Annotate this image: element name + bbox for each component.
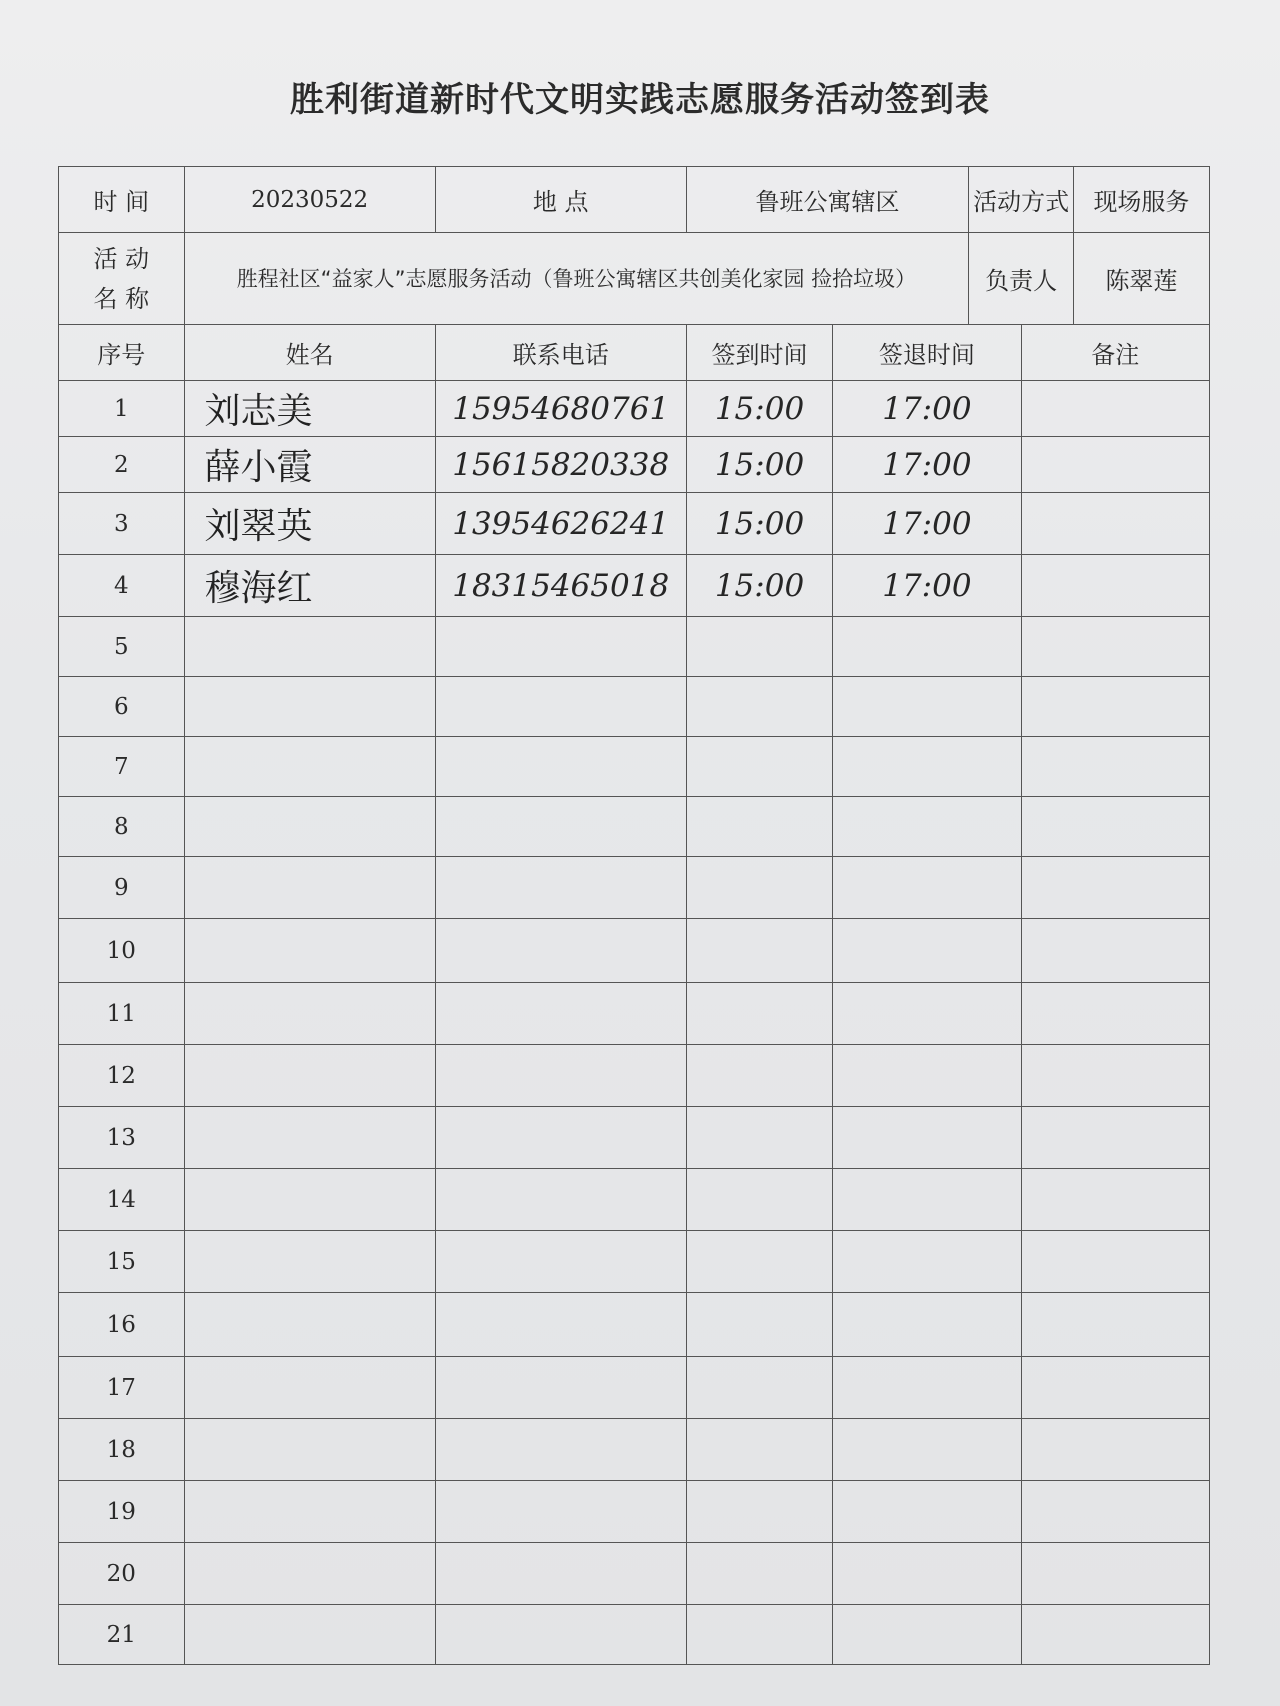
row-sign-in-time: [686, 919, 832, 983]
table-row: [59, 797, 1210, 857]
row-phone: [435, 1045, 686, 1107]
table-row: [59, 983, 1210, 1045]
row-sign-in-time: 15:00: [686, 493, 832, 555]
row-sign-out-time: [833, 1605, 1021, 1665]
row-number: 7: [59, 737, 185, 797]
row-note: [1021, 677, 1209, 737]
row-sign-out-time: [833, 1045, 1021, 1107]
row-name: [184, 1107, 435, 1169]
row-name: [184, 677, 435, 737]
header-row: [59, 325, 1210, 381]
row-number: 21: [59, 1605, 185, 1665]
row-number: 3: [59, 493, 185, 555]
row-phone: [435, 1481, 686, 1543]
row-note: [1021, 1543, 1209, 1605]
header-name: 姓名: [184, 325, 435, 381]
row-number: 11: [59, 983, 185, 1045]
row-name: 刘翠英: [184, 493, 435, 555]
row-sign-out-time: [833, 1543, 1021, 1605]
row-sign-in-time: [686, 737, 832, 797]
row-sign-out-time: [833, 983, 1021, 1045]
row-sign-out-time: [833, 1107, 1021, 1169]
row-phone: [435, 737, 686, 797]
row-note: [1021, 1605, 1209, 1665]
row-phone: [435, 1169, 686, 1231]
table-row: [59, 1231, 1210, 1293]
row-sign-in-time: [686, 1543, 832, 1605]
row-sign-out-time: [833, 1231, 1021, 1293]
header-sign-in-time: 签到时间: [686, 325, 832, 381]
row-note: [1021, 493, 1209, 555]
header-note: 备注: [1021, 325, 1209, 381]
row-sign-in-time: [686, 1169, 832, 1231]
row-phone: [435, 1419, 686, 1481]
row-name: [184, 919, 435, 983]
row-phone: 15954680761: [435, 381, 686, 437]
table-row: [59, 1169, 1210, 1231]
row-sign-out-time: [833, 1419, 1021, 1481]
row-sign-out-time: [833, 919, 1021, 983]
table-row: [59, 493, 1210, 555]
row-sign-in-time: [686, 983, 832, 1045]
row-number: 13: [59, 1107, 185, 1169]
row-number: 14: [59, 1169, 185, 1231]
row-phone: [435, 617, 686, 677]
row-name: [184, 1169, 435, 1231]
row-note: [1021, 555, 1209, 617]
row-phone: 15615820338: [435, 437, 686, 493]
row-sign-in-time: [686, 1107, 832, 1169]
info-row-activity: [59, 233, 1210, 325]
row-note: [1021, 1231, 1209, 1293]
row-name: [184, 1045, 435, 1107]
row-note: [1021, 437, 1209, 493]
row-name: [184, 983, 435, 1045]
leader-label: 负责人: [969, 233, 1074, 325]
table-row: [59, 1045, 1210, 1107]
row-number: 10: [59, 919, 185, 983]
activity-name-label: [59, 233, 185, 325]
table-row: [59, 437, 1210, 493]
row-name: [184, 1357, 435, 1419]
table-row: [59, 1293, 1210, 1357]
row-name: [184, 797, 435, 857]
activity-name-label-line2: 名 称: [93, 284, 150, 313]
row-sign-in-time: 15:00: [686, 555, 832, 617]
row-name: [184, 1605, 435, 1665]
row-phone: [435, 1605, 686, 1665]
header-phone: 联系电话: [435, 325, 686, 381]
row-note: [1021, 1481, 1209, 1543]
row-number: 5: [59, 617, 185, 677]
table-row: [59, 677, 1210, 737]
table-row: [59, 919, 1210, 983]
table-row: [59, 381, 1210, 437]
row-number: 1: [59, 381, 185, 437]
row-sign-in-time: [686, 1605, 832, 1665]
row-sign-in-time: [686, 1293, 832, 1357]
table-row: [59, 617, 1210, 677]
row-number: 2: [59, 437, 185, 493]
row-sign-out-time: [833, 1357, 1021, 1419]
row-sign-in-time: [686, 1045, 832, 1107]
row-number: 8: [59, 797, 185, 857]
row-sign-out-time: [833, 1481, 1021, 1543]
row-note: [1021, 857, 1209, 919]
table-row: [59, 857, 1210, 919]
header-sign-out-time: 签退时间: [833, 325, 1021, 381]
table-row: [59, 555, 1210, 617]
mode-label: 活动方式: [969, 167, 1074, 233]
row-sign-out-time: 17:00: [833, 555, 1021, 617]
row-sign-out-time: [833, 617, 1021, 677]
row-note: [1021, 617, 1209, 677]
row-sign-in-time: [686, 857, 832, 919]
row-sign-in-time: [686, 1481, 832, 1543]
row-number: 19: [59, 1481, 185, 1543]
row-sign-out-time: 17:00: [833, 437, 1021, 493]
row-sign-out-time: [833, 677, 1021, 737]
row-number: 6: [59, 677, 185, 737]
row-sign-in-time: [686, 797, 832, 857]
table-row: [59, 1107, 1210, 1169]
sheet-title: 胜利街道新时代文明实践志愿服务活动签到表: [290, 80, 990, 120]
row-note: [1021, 1107, 1209, 1169]
row-number: 20: [59, 1543, 185, 1605]
row-number: 4: [59, 555, 185, 617]
table-row: [59, 1543, 1210, 1605]
table-row: [59, 1605, 1210, 1665]
row-sign-in-time: [686, 677, 832, 737]
row-note: [1021, 1419, 1209, 1481]
row-name: [184, 1293, 435, 1357]
row-note: [1021, 737, 1209, 797]
table-row: [59, 1481, 1210, 1543]
row-phone: [435, 1357, 686, 1419]
table-row: [59, 1419, 1210, 1481]
sign-in-table: [58, 166, 1210, 1665]
row-sign-out-time: [833, 1293, 1021, 1357]
row-number: 9: [59, 857, 185, 919]
row-sign-in-time: [686, 1419, 832, 1481]
row-sign-in-time: [686, 1231, 832, 1293]
time-value: 20230522: [184, 167, 435, 233]
row-note: [1021, 1293, 1209, 1357]
activity-name-value: 胜程社区“益家人”志愿服务活动（鲁班公寓辖区共创美化家园 捡拾垃圾）: [184, 233, 969, 325]
row-phone: [435, 857, 686, 919]
row-sign-in-time: [686, 617, 832, 677]
row-phone: [435, 1543, 686, 1605]
row-note: [1021, 1357, 1209, 1419]
table-row: [59, 1357, 1210, 1419]
row-name: [184, 617, 435, 677]
row-phone: [435, 1293, 686, 1357]
row-sign-out-time: 17:00: [833, 493, 1021, 555]
row-phone: [435, 797, 686, 857]
row-note: [1021, 381, 1209, 437]
row-number: 16: [59, 1293, 185, 1357]
row-note: [1021, 919, 1209, 983]
row-phone: [435, 1231, 686, 1293]
row-name: [184, 1231, 435, 1293]
header-no: 序号: [59, 325, 185, 381]
row-name: [184, 1481, 435, 1543]
leader-value: 陈翠莲: [1073, 233, 1209, 325]
row-phone: 18315465018: [435, 555, 686, 617]
row-sign-in-time: 15:00: [686, 437, 832, 493]
row-name: [184, 1543, 435, 1605]
row-note: [1021, 983, 1209, 1045]
row-phone: [435, 1107, 686, 1169]
row-name: 穆海红: [184, 555, 435, 617]
mode-value: 现场服务: [1073, 167, 1209, 233]
row-sign-out-time: 17:00: [833, 381, 1021, 437]
row-note: [1021, 1169, 1209, 1231]
time-label: 时 间: [59, 167, 185, 233]
row-name: [184, 857, 435, 919]
row-sign-out-time: [833, 857, 1021, 919]
info-row-time: [59, 167, 1210, 233]
row-phone: 13954626241: [435, 493, 686, 555]
place-label: 地 点: [435, 167, 686, 233]
place-value: 鲁班公寓辖区: [686, 167, 969, 233]
row-number: 18: [59, 1419, 185, 1481]
row-phone: [435, 983, 686, 1045]
row-phone: [435, 677, 686, 737]
row-sign-in-time: 15:00: [686, 381, 832, 437]
row-sign-out-time: [833, 737, 1021, 797]
row-number: 12: [59, 1045, 185, 1107]
row-sign-in-time: [686, 1357, 832, 1419]
row-name: 薛小霞: [184, 437, 435, 493]
table-row: [59, 737, 1210, 797]
row-name: [184, 1419, 435, 1481]
row-name: 刘志美: [184, 381, 435, 437]
row-phone: [435, 919, 686, 983]
row-note: [1021, 1045, 1209, 1107]
row-name: [184, 737, 435, 797]
row-number: 15: [59, 1231, 185, 1293]
row-sign-out-time: [833, 1169, 1021, 1231]
row-number: 17: [59, 1357, 185, 1419]
activity-name-label-line1: 活 动: [93, 244, 150, 273]
row-sign-out-time: [833, 797, 1021, 857]
row-note: [1021, 797, 1209, 857]
